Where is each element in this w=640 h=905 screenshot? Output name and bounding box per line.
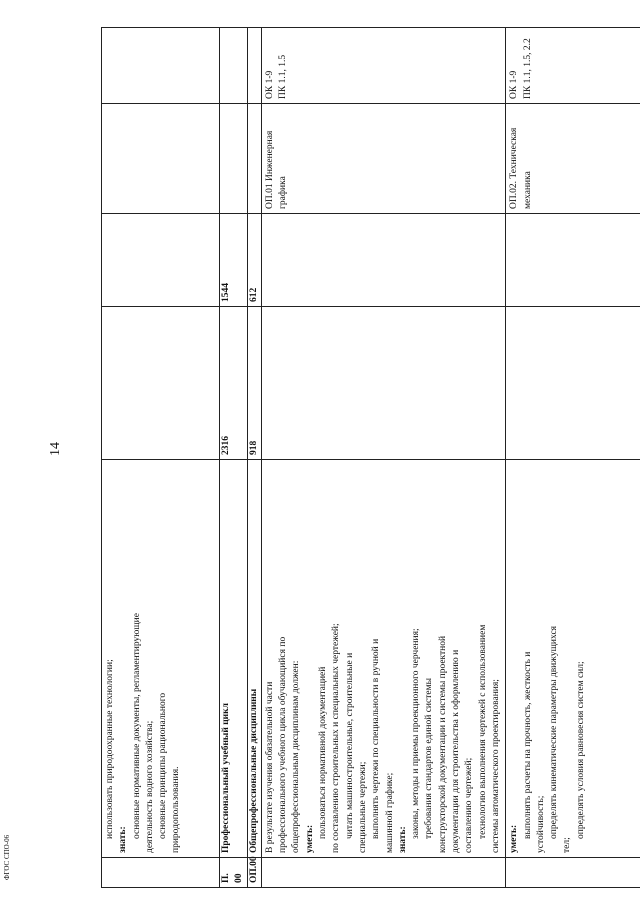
text-line: устойчивость; bbox=[535, 795, 546, 853]
text-line: знать: bbox=[118, 826, 129, 853]
text-line: общепрофессиональным дисциплинам должен: bbox=[291, 660, 302, 853]
table-row-cycle bbox=[220, 28, 248, 888]
text-line: определять кинематические параметры движущихся bbox=[549, 625, 560, 839]
text-line: уметь: bbox=[304, 824, 315, 853]
required-hours-cell bbox=[102, 214, 220, 307]
text-line: использовать природоохранные технологии; bbox=[105, 659, 115, 839]
text-line: знать: bbox=[397, 826, 408, 853]
required-hours-cell bbox=[261, 214, 505, 307]
total-hours-cell bbox=[102, 307, 220, 460]
discipline-cell bbox=[102, 104, 220, 214]
discipline-cell bbox=[220, 104, 248, 214]
table-row-general bbox=[247, 28, 261, 888]
text-line: профессионального учебного цикла обучающийся по bbox=[278, 636, 289, 853]
general-title: Общепрофессиональные дисциплины bbox=[247, 460, 261, 858]
text-line: технологию выполнения чертежей с использованием bbox=[477, 624, 488, 839]
table-row bbox=[102, 28, 220, 888]
competency-general: ОК 1-9 bbox=[264, 70, 275, 99]
text-line: определять условия равновесия систем сил; bbox=[575, 661, 586, 839]
code-cell bbox=[506, 858, 640, 888]
curriculum-table bbox=[101, 27, 640, 888]
cycle-code: П. 00 bbox=[220, 858, 248, 888]
text-line: природопользования. bbox=[171, 766, 182, 853]
footer-code: ФГОС СПО-06 bbox=[3, 834, 11, 880]
competency-professional: ПК 1.1, 1.5, 2.2 bbox=[522, 38, 533, 99]
competencies-cell bbox=[247, 28, 261, 104]
text-line: уметь: bbox=[509, 824, 520, 853]
text-line: машинной графике; bbox=[384, 772, 395, 853]
text-line: требования стандартов единой системы bbox=[424, 678, 435, 839]
text-line: В результате изучения обязательной части bbox=[264, 681, 275, 853]
text-line: выполнять чертежи по специальности в ручной и bbox=[371, 638, 382, 839]
competency-general: ОК 1-9 bbox=[509, 70, 520, 99]
competencies-cell bbox=[102, 28, 220, 104]
total-hours-cell bbox=[506, 307, 640, 460]
competencies-cell bbox=[220, 28, 248, 104]
text-line: основные нормативные документы, регламентирующие bbox=[131, 613, 142, 839]
competency-professional: ПК 1.1, 1.5 bbox=[278, 54, 289, 99]
competencies-cell bbox=[506, 28, 640, 104]
table-row-op01 bbox=[261, 28, 505, 888]
requirements-cell bbox=[261, 460, 505, 858]
text-line: специальные чертежи; bbox=[357, 761, 368, 853]
text-line: деятельность водного хозяйства; bbox=[144, 720, 155, 853]
discipline-cell bbox=[247, 104, 261, 214]
requirements-cell bbox=[102, 460, 220, 858]
text-line: составлению чертежей; bbox=[464, 757, 475, 853]
general-code: ОП.00 bbox=[247, 858, 261, 888]
text-line: читать машиностроительные, строительные и bbox=[344, 652, 355, 839]
text-line: тел; bbox=[562, 837, 573, 853]
total-hours-cell bbox=[261, 307, 505, 460]
text-line: системы автоматического проектирования; bbox=[490, 679, 501, 853]
discipline-name: ОП.01 Инженерная графика bbox=[261, 104, 505, 214]
code-cell bbox=[261, 858, 505, 888]
text-line: законы, методы и приемы проекционного черчения; bbox=[411, 628, 422, 839]
cycle-required-hours: 1544 bbox=[220, 214, 248, 307]
cycle-total-hours: 2316 bbox=[220, 307, 248, 460]
table-row-op02 bbox=[506, 28, 640, 888]
general-total-hours: 918 bbox=[247, 307, 261, 460]
text-line: по составлению строительных и специальных чертежей; bbox=[331, 623, 342, 853]
competencies-cell bbox=[261, 28, 505, 104]
discipline-name: ОП.02. Техническая механика bbox=[506, 104, 640, 214]
general-required-hours: 612 bbox=[247, 214, 261, 307]
cycle-title: Профессиональный учебный цикл bbox=[220, 460, 248, 858]
text-line: конструкторской документации и системы проектной bbox=[437, 635, 448, 853]
text-line: выполнять расчеты на прочность, жесткость и bbox=[522, 651, 533, 839]
rotated-table-wrapper bbox=[101, 28, 607, 888]
page-number: 14 bbox=[48, 442, 63, 456]
required-hours-cell bbox=[506, 214, 640, 307]
requirements-cell bbox=[506, 460, 640, 858]
code-cell bbox=[102, 858, 220, 888]
text-line: документации для строительства к оформлению и bbox=[451, 649, 462, 853]
text-line: пользоваться нормативной документацией bbox=[318, 666, 329, 839]
text-line: основные принципы рационального bbox=[158, 692, 169, 839]
